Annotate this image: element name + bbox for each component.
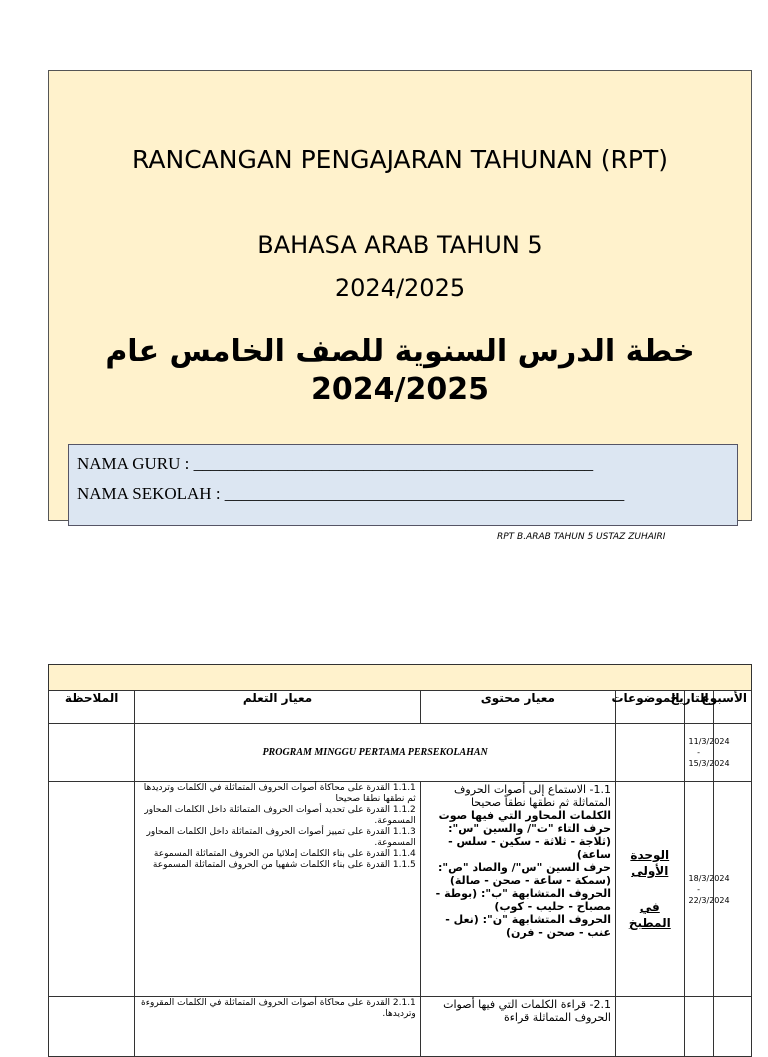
- learning-standard-cell: 1.1.1 القدرة على محاكاة أصوات الحروف المتماثلة في الكلمات وترديدها ثم نطقها نطقا صحيحا 1.1.2 القدرة على تحديد أصوات الحروف المتماثلة داخل الكلمات المحاور المسموعة. 1.1.3 القدرة على تمييز أصوات الحروف المتماثلة داخل الكلمات المحاور المسموعة. 1.1.4 القدرة على بناء الكلمات إملائيا من الحروف المتماثلة المسموعة 1.1.5 القدرة على بناء الكلمات شفهيا من الحروف المتماثلة المسموعة: [135, 782, 421, 997]
- header-content-standard: معيار محتوى: [420, 691, 615, 724]
- school-name-field: NAMA SEKOLAH : _______________________________________________: [77, 484, 625, 503]
- learning-standard-cell: 2.1.1 القدرة على محاكاة أصوات الحروف المتماثلة في الكلمات المقروءة وترديدها.: [135, 997, 421, 1057]
- header-topic: الموضوعات: [616, 691, 685, 724]
- year-title: 2024/2025: [334, 274, 466, 302]
- teacher-info-box: [68, 444, 738, 526]
- table-header-row: [49, 691, 752, 724]
- table-row: [49, 724, 752, 782]
- header-learning-standard: معيار التعلم: [135, 691, 421, 724]
- subject-title: BAHASA ARAB TAHUN 5: [257, 231, 543, 259]
- header-notes: الملاحظة: [49, 691, 135, 724]
- lesson-plan-table: [48, 664, 752, 1057]
- document-caption: RPT B.ARAB TAHUN 5 USTAZ ZUHAIRI: [497, 532, 666, 542]
- content-standard-cell: 2.1- قراءة الكلمات التي فيها أصوات الحروف المتماثلة قراءة: [420, 997, 615, 1057]
- arabic-title: خطة الدرس السنوية للصف الخامس عام 2024/2025: [105, 334, 695, 407]
- header-week: الأسبوع: [713, 691, 751, 724]
- table-row: [49, 782, 752, 997]
- date-cell: 11/3/2024 - 15/3/2024: [684, 724, 713, 782]
- date-cell: 18/3/2024 - 22/3/2024: [684, 782, 713, 997]
- teacher-name-field: NAMA GURU : _______________________________________________: [77, 454, 594, 473]
- rpt-title: RANCANGAN PENGAJARAN TAHUNAN (RPT): [132, 145, 668, 174]
- header-date: التاريخ: [684, 691, 713, 724]
- unit-cell: الوحدة الأولى في المطبخ: [616, 782, 685, 997]
- table-header-band: [48, 664, 752, 690]
- content-standard-cell: 1.1- الاستماع إلى أصوات الحروف المتماثلة ثم نطقها نطقاً صحيحا الكلمات المحاور التي فيها صوت حرف التاء "ت"/ والسين "س": (ثلاجة - ثلاثة - سكين - سلس - ساعة) حرف السين "س"/ والصاد "ص": (سمكة - ساعة - صحن - صالة) الحروف المتشابهة "ب": (بوطة - مصباح - حليب - كوب) الحروف المتشابهة "ن": (نعل - عنب - صحن - فرن): [420, 782, 615, 997]
- table-row: [49, 997, 752, 1057]
- program-cell: PROGRAM MINGGU PERTAMA PERSEKOLAHAN: [135, 724, 616, 782]
